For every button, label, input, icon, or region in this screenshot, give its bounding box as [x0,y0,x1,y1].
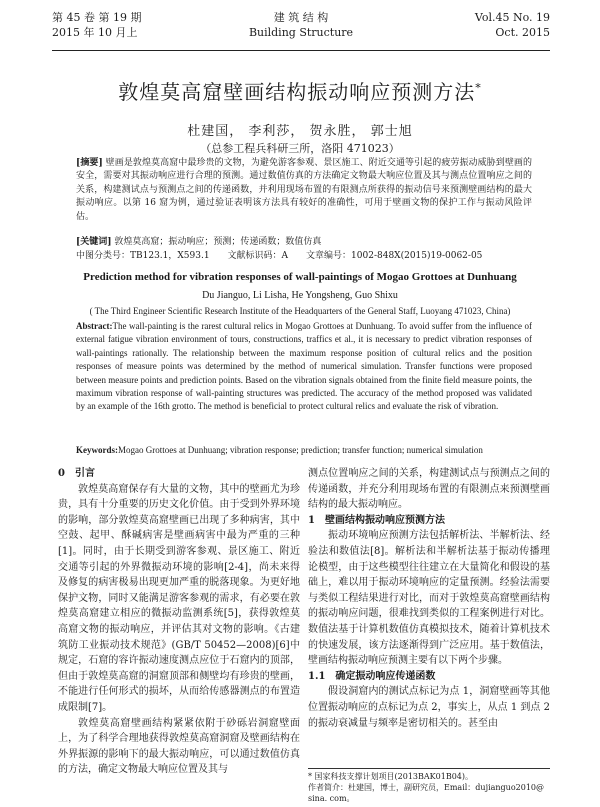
body-paragraph: 敦煌莫高窟保存有大量的文物，其中的壁画尤为珍贵，具有十分重要的历史文化价值。由于受到外界环境的影响，部分敦煌莫高窟壁画已出现了多种病害，其中空鼓、起甲、酥碱病害是壁画病害中最为严重的三种[1]。同时，由于长期受到游客参观、景区施工、附近交通等引起的外界微振动环境的影响[2-4]，尚未来得及修复的病害极易出现更加严重的脱落现象。为更好地保护文物，同时又能满足游客参观的需求，有必要在敦煌莫高窟建立相应的微振动监测系统[5]，获得敦煌莫高窟文物的振动响应，并评估其对文物的影响。《古建筑防工业振动技术规范》(GB/T 50452—2008)[6]中规定，石窟的容许振动速度测点应位于石窟内的顶部，但由于敦煌莫高窟的洞窟顶部和侧壁均有珍贵的壁画，不能进行任何形式的损坏，从而给传感器测点的布置造成限制[7]。 [58,483,300,713]
section-heading: 1 壁画结构振动响应预测方法 [308,514,445,526]
abstract-en: Abstract:The wall-painting is the rarest cultural relics in Mogao Grottoes at Dunhuang. To avoid suffer from the influence of external fatigue vibration environment of tours, constructions, traffics et al., it is necessary to predict vibration responses of wall-paintings rationally. The relationship between the maximum response position of cultural relics and the position responses of measure points was determined by the method of numerical simulation. Transfer functions were proposed between measure points and prediction points. Based on the vibration signals obtained from the finite field measure points, the maximum vibration response of wall-painting structures was predicted. The accuracy of the method proposed was validated by an example of the 16th grotto. The method is beneficial to protect cultural relics and evaluate the risk of vibration. [76,321,532,412]
classification-line: 中图分类号：TB123.1，X593.1 文献标识码：A 文章编号：1002-848X(2015)19-0062-05 [76,251,483,261]
journal-volume: 第 45 卷 第 19 期 2015 年 10 月上 [52,11,142,39]
paper-title: 敦煌莫高窟壁画结构振动响应预测方法* [118,80,482,104]
subsection-heading: 1.1 确定振动响应传递函数 [308,670,436,682]
body-paragraph: 假设洞窟内的测试点标记为点 1，洞窟壁画等其他位置振动响应的点标记为点 2，事实上，从点 1 到点 2 的振动衰减量与频率是密切相关的。甚至由 [308,686,550,729]
keywords-en: Keywords:Mogao Grottoes at Dunhuang; vibration response; prediction; transfer function; numerical simulation [76,445,483,455]
left-column [58,466,300,778]
english-authors: Du Jianguo, Li Lisha, He Yongsheng, Guo Shixu [202,290,398,301]
english-affiliation: ( The Third Engineer Scientific Research Institute of the Headquarters of the General Staff, Luoyang 471023, China) [89,306,511,316]
author-list: 杜建国， 李利莎， 贺永胜， 郭士旭 [187,124,413,139]
right-column [308,466,550,731]
body-paragraph: 振动环境响应预测方法包括解析法、半解析法、经验法和数值法[8]。解析法和半解析法基于振动传播理论模型，由于这些模型往往建立在大量简化和假设的基础上，难以用于振动环境响应的定量预测。经验法需要与类似工程结果进行对比，而对于敦煌莫高窟壁画结构的振动响应问题，很难找到类似的工程案例进行对比。数值法基于计算机数值仿真模拟技术，随着计算机技术的快速发展，该方法逐渐得到广泛应用。基于数值法，壁画结构振动响应预测主要有以下两个步骤。 [308,530,550,667]
page-header [52,10,550,51]
english-title: Prediction method for vibration responses of wall-paintings of Mogao Grottoes at Dunhuang [83,271,517,283]
footnotes [308,768,550,804]
abstract-cn: [摘要] 壁画是敦煌莫高窟中最珍贵的文物，为避免游客参观、景区施工、附近交通等引起的疲劳振动威胁到壁画的安全，需要对其振动响应进行合理的预测。通过数值仿真的方法确定文物最大响应位置及其与测点位置响应之间的关系，构建测试点与预测点之间的传递函数，并利用现场布置的有限测点所获得的振动信号来预测壁画结构的最大振动响应。以第 16 窟为例，通过验证表明该方法具有较好的准确性，可用于壁画文物的保护工作与振动风险评估。 [76,158,532,222]
body-paragraph: 测点位置响应之间的关系，构建测试点与预测点之间的传递函数，并充分利用现场布置的有限测点来预测壁画结构的最大振动响应。 [308,468,550,511]
footnote-author: 作者简介：杜建国，博士，副研究员，Email：dujianguo2010@ sina. com。 [308,783,544,803]
journal-volume-en: Vol.45 No. 19 Oct. 2015 [474,11,550,39]
affiliation: （总参工程兵科研三所，洛阳 471023） [200,142,400,155]
section-heading: 0 引言 [58,468,95,479]
footnote-funding: * 国家科技支撑计划项目(2013BAK01B04)。 [308,772,474,781]
keywords-cn: [关键词] 敦煌莫高窟；振动响应；预测；传递函数；数值仿真 [76,237,322,247]
journal-name: 建 筑 结 构 Building Structure [248,11,354,39]
body-paragraph: 敦煌莫高窟壁画结构紧紧依附于砂砾岩洞窟壁面上，为了科学合理地获得敦煌莫高窟洞窟及壁画结构在外界振源的影响下的最大振动响应，可以通过数值仿真的方法，确定文物最大响应位置及其与 [58,717,300,776]
